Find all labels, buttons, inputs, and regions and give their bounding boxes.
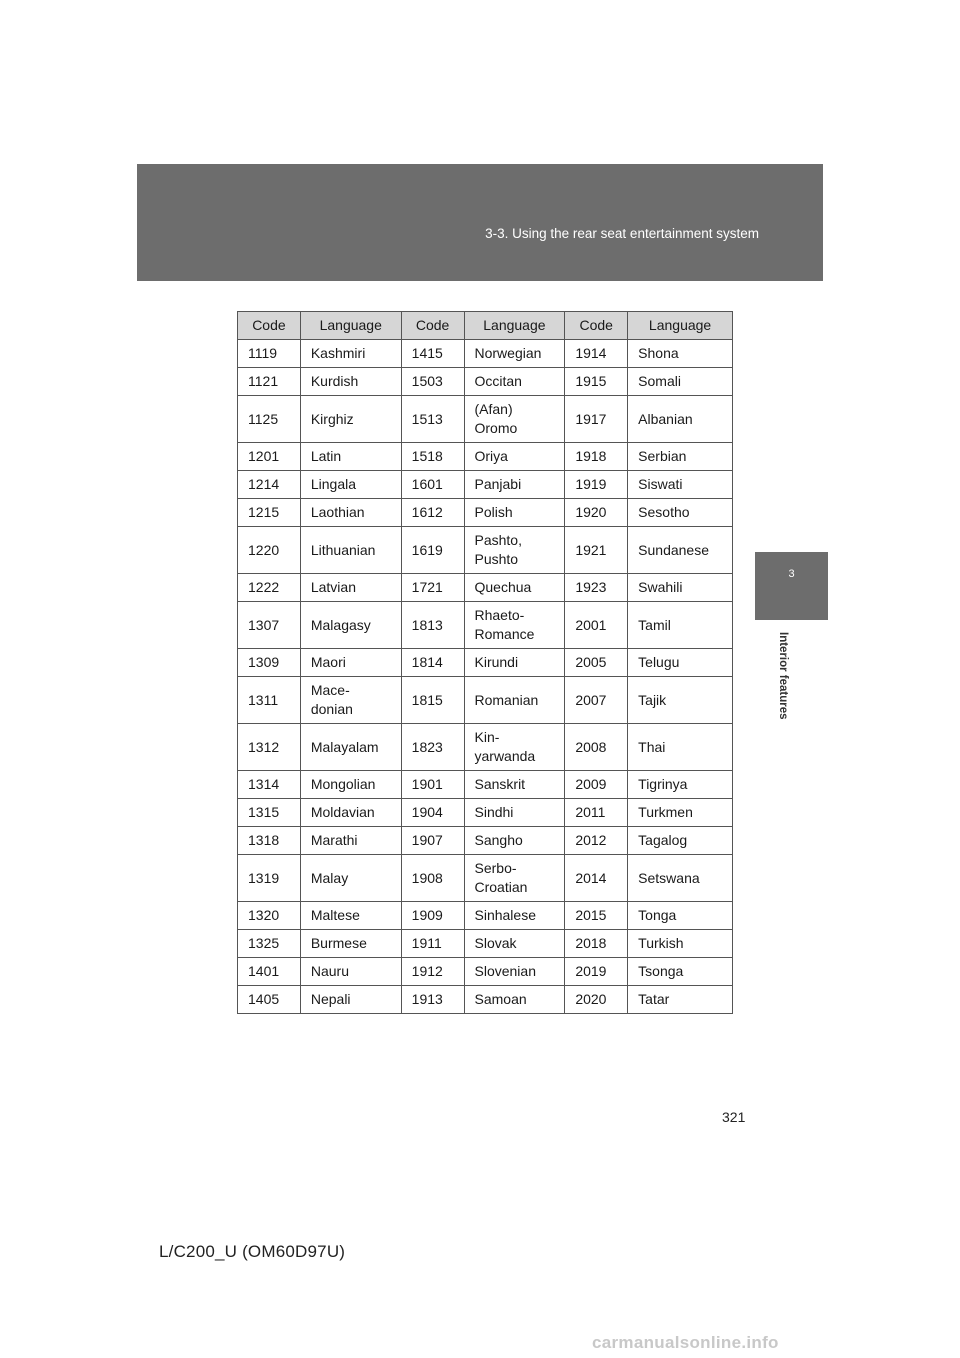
language-cell: Turkmen	[628, 799, 733, 827]
table-row	[238, 771, 733, 799]
language-cell: Quechua	[464, 574, 565, 602]
language-code-table	[237, 311, 733, 1014]
language-cell: Kurdish	[300, 368, 401, 396]
code-cell: 1220	[238, 527, 301, 574]
table-row	[238, 499, 733, 527]
code-cell: 2001	[565, 602, 628, 649]
code-cell: 2007	[565, 677, 628, 724]
language-cell: Latin	[300, 443, 401, 471]
chapter-number: 3	[788, 568, 795, 580]
language-cell: Slovenian	[464, 958, 565, 986]
column-header: Language	[464, 312, 565, 340]
code-cell: 1914	[565, 340, 628, 368]
code-cell: 1121	[238, 368, 301, 396]
code-cell: 1619	[401, 527, 464, 574]
code-cell: 1918	[565, 443, 628, 471]
language-cell: Setswana	[628, 855, 733, 902]
watermark: carmanualsonline.info	[592, 1333, 779, 1352]
language-cell: Burmese	[300, 930, 401, 958]
language-cell: Lithuanian	[300, 527, 401, 574]
language-cell: Turkish	[628, 930, 733, 958]
code-cell: 1913	[401, 986, 464, 1014]
language-cell: Sundanese	[628, 527, 733, 574]
code-cell: 1319	[238, 855, 301, 902]
language-cell: Rhaeto- Romance	[464, 602, 565, 649]
language-cell: Mongolian	[300, 771, 401, 799]
section-title: 3-3. Using the rear seat entertainment system	[485, 226, 759, 241]
code-cell: 2014	[565, 855, 628, 902]
language-cell: Tsonga	[628, 958, 733, 986]
table-row	[238, 471, 733, 499]
code-cell: 1901	[401, 771, 464, 799]
code-cell: 1214	[238, 471, 301, 499]
language-cell: Tajik	[628, 677, 733, 724]
table-row	[238, 574, 733, 602]
code-cell: 1311	[238, 677, 301, 724]
language-cell: Kashmiri	[300, 340, 401, 368]
code-cell: 1919	[565, 471, 628, 499]
language-cell: Tonga	[628, 902, 733, 930]
code-cell: 1314	[238, 771, 301, 799]
language-cell: (Afan) Oromo	[464, 396, 565, 443]
code-cell: 1601	[401, 471, 464, 499]
code-cell: 1813	[401, 602, 464, 649]
code-cell: 1503	[401, 368, 464, 396]
code-cell: 1325	[238, 930, 301, 958]
language-cell: Pashto, Pushto	[464, 527, 565, 574]
document-code: L/C200_U (OM60D97U)	[159, 1242, 346, 1261]
code-cell: 1815	[401, 677, 464, 724]
language-cell: Polish	[464, 499, 565, 527]
code-cell: 1823	[401, 724, 464, 771]
code-cell: 1320	[238, 902, 301, 930]
language-cell: Occitan	[464, 368, 565, 396]
code-cell: 1814	[401, 649, 464, 677]
code-cell: 1518	[401, 443, 464, 471]
language-cell: Laothian	[300, 499, 401, 527]
language-cell: Shona	[628, 340, 733, 368]
code-cell: 2020	[565, 986, 628, 1014]
table-row	[238, 986, 733, 1014]
language-cell: Latvian	[300, 574, 401, 602]
language-cell: Nauru	[300, 958, 401, 986]
language-cell: Thai	[628, 724, 733, 771]
code-cell: 1201	[238, 443, 301, 471]
code-cell: 1315	[238, 799, 301, 827]
page-number: 321	[722, 1109, 746, 1125]
code-cell: 2009	[565, 771, 628, 799]
code-cell: 1923	[565, 574, 628, 602]
table-row	[238, 855, 733, 902]
code-cell: 1415	[401, 340, 464, 368]
code-cell: 1912	[401, 958, 464, 986]
table-row	[238, 799, 733, 827]
language-cell: Slovak	[464, 930, 565, 958]
language-cell: Kin- yarwanda	[464, 724, 565, 771]
code-cell: 1222	[238, 574, 301, 602]
table-row	[238, 724, 733, 771]
language-cell: Serbian	[628, 443, 733, 471]
code-cell: 1125	[238, 396, 301, 443]
language-cell: Tagalog	[628, 827, 733, 855]
language-cell: Sindhi	[464, 799, 565, 827]
language-cell: Samoan	[464, 986, 565, 1014]
language-cell: Malayalam	[300, 724, 401, 771]
code-cell: 1405	[238, 986, 301, 1014]
language-cell: Sanskrit	[464, 771, 565, 799]
code-cell: 1911	[401, 930, 464, 958]
table-row	[238, 902, 733, 930]
language-cell: Malay	[300, 855, 401, 902]
table-header-row	[238, 312, 733, 340]
code-cell: 2008	[565, 724, 628, 771]
language-cell: Sangho	[464, 827, 565, 855]
language-cell: Telugu	[628, 649, 733, 677]
language-cell: Somali	[628, 368, 733, 396]
code-cell: 1119	[238, 340, 301, 368]
code-cell: 1215	[238, 499, 301, 527]
code-cell: 1920	[565, 499, 628, 527]
code-cell: 1721	[401, 574, 464, 602]
table-row	[238, 649, 733, 677]
table-row	[238, 368, 733, 396]
language-cell: Kirundi	[464, 649, 565, 677]
table-row	[238, 827, 733, 855]
table-row	[238, 527, 733, 574]
language-cell: Oriya	[464, 443, 565, 471]
language-cell: Sesotho	[628, 499, 733, 527]
code-cell: 1915	[565, 368, 628, 396]
chapter-label: Interior features	[777, 632, 789, 720]
code-cell: 2011	[565, 799, 628, 827]
language-cell: Nepali	[300, 986, 401, 1014]
table-row	[238, 396, 733, 443]
language-cell: Maltese	[300, 902, 401, 930]
language-cell: Albanian	[628, 396, 733, 443]
code-cell: 1318	[238, 827, 301, 855]
code-cell: 1921	[565, 527, 628, 574]
code-cell: 1312	[238, 724, 301, 771]
code-cell: 2018	[565, 930, 628, 958]
code-cell: 1513	[401, 396, 464, 443]
code-cell: 1309	[238, 649, 301, 677]
table-row	[238, 340, 733, 368]
column-header: Code	[565, 312, 628, 340]
table-row	[238, 602, 733, 649]
language-cell: Moldavian	[300, 799, 401, 827]
code-cell: 2015	[565, 902, 628, 930]
language-cell: Serbo- Croatian	[464, 855, 565, 902]
column-header: Language	[628, 312, 733, 340]
code-cell: 1307	[238, 602, 301, 649]
code-cell: 2005	[565, 649, 628, 677]
header-band	[137, 164, 823, 281]
code-cell: 1917	[565, 396, 628, 443]
column-header: Code	[401, 312, 464, 340]
code-cell: 2019	[565, 958, 628, 986]
code-cell: 1907	[401, 827, 464, 855]
table-row	[238, 443, 733, 471]
code-cell: 2012	[565, 827, 628, 855]
language-cell: Romanian	[464, 677, 565, 724]
language-cell: Norwegian	[464, 340, 565, 368]
table-body	[238, 340, 733, 1014]
language-cell: Lingala	[300, 471, 401, 499]
table-row	[238, 930, 733, 958]
language-cell: Mace- donian	[300, 677, 401, 724]
table-row	[238, 958, 733, 986]
language-cell: Tigrinya	[628, 771, 733, 799]
language-cell: Kirghiz	[300, 396, 401, 443]
language-cell: Tamil	[628, 602, 733, 649]
code-cell: 1904	[401, 799, 464, 827]
language-cell: Swahili	[628, 574, 733, 602]
language-cell: Siswati	[628, 471, 733, 499]
language-cell: Panjabi	[464, 471, 565, 499]
language-cell: Malagasy	[300, 602, 401, 649]
table-row	[238, 677, 733, 724]
column-header: Code	[238, 312, 301, 340]
language-cell: Tatar	[628, 986, 733, 1014]
language-cell: Marathi	[300, 827, 401, 855]
language-cell: Maori	[300, 649, 401, 677]
code-cell: 1909	[401, 902, 464, 930]
code-cell: 1612	[401, 499, 464, 527]
code-cell: 1401	[238, 958, 301, 986]
column-header: Language	[300, 312, 401, 340]
language-cell: Sinhalese	[464, 902, 565, 930]
chapter-tab	[755, 552, 828, 620]
code-cell: 1908	[401, 855, 464, 902]
